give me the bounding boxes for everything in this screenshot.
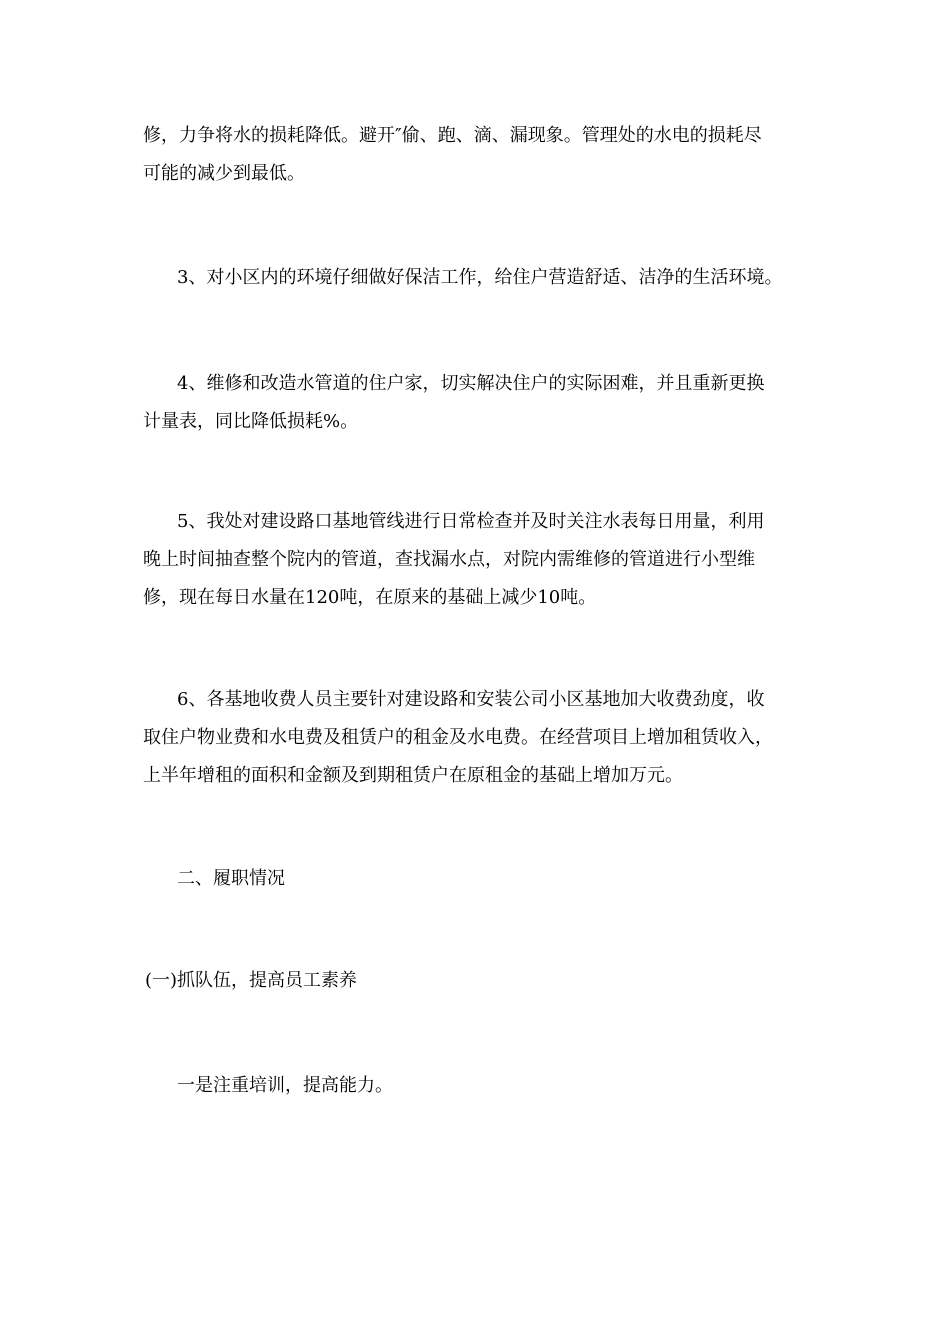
line: 取住户物业费和水电费及租赁户的租金及水电费。在经营项目上增加租赁收入，	[143, 727, 773, 748]
line: 修，力争将水的损耗降低。避开″偷、跑、滴、漏现象。管理处的水电的损耗尽	[143, 125, 762, 146]
line: 一是注重培训，提高能力。	[177, 1075, 393, 1096]
line: 5、我处对建设路口基地管线进行日常检查并及时关注水表每日用量，利用	[177, 511, 765, 532]
line: 上半年增租的面积和金额及到期租赁户在原租金的基础上增加万元。	[143, 765, 683, 786]
heading-text: (一)抓队伍，提高员工素养	[145, 970, 358, 991]
paragraph-item-5	[143, 503, 813, 617]
paragraph-training	[143, 1067, 813, 1105]
line: 晚上时间抽查整个院内的管道，查找漏水点，对院内需维修的管道进行小型维	[143, 549, 755, 570]
line: 6、各基地收费人员主要针对建设路和安装公司小区基地加大收费劲度，收	[177, 689, 765, 710]
line: 修，现在每日水量在120吨，在原来的基础上减少10吨。	[143, 587, 597, 608]
line: 3、对小区内的环境仔细做好保洁工作，给住户营造舒适、洁净的生活环境。	[177, 267, 783, 288]
line: 计量表，同比降低损耗%。	[143, 411, 359, 432]
line: 可能的减少到最低。	[143, 163, 305, 184]
line: 4、维修和改造水管道的住户家，切实解决住户的实际困难，并且重新更换	[177, 373, 765, 394]
heading-text: 二、履职情况	[177, 868, 285, 889]
paragraph-item-4	[143, 365, 813, 441]
section-heading-duties	[143, 860, 813, 898]
paragraph-item-3	[143, 259, 813, 297]
paragraph-item-6	[143, 681, 813, 795]
paragraph-water-loss	[143, 117, 813, 193]
subsection-heading-team	[143, 962, 813, 1000]
